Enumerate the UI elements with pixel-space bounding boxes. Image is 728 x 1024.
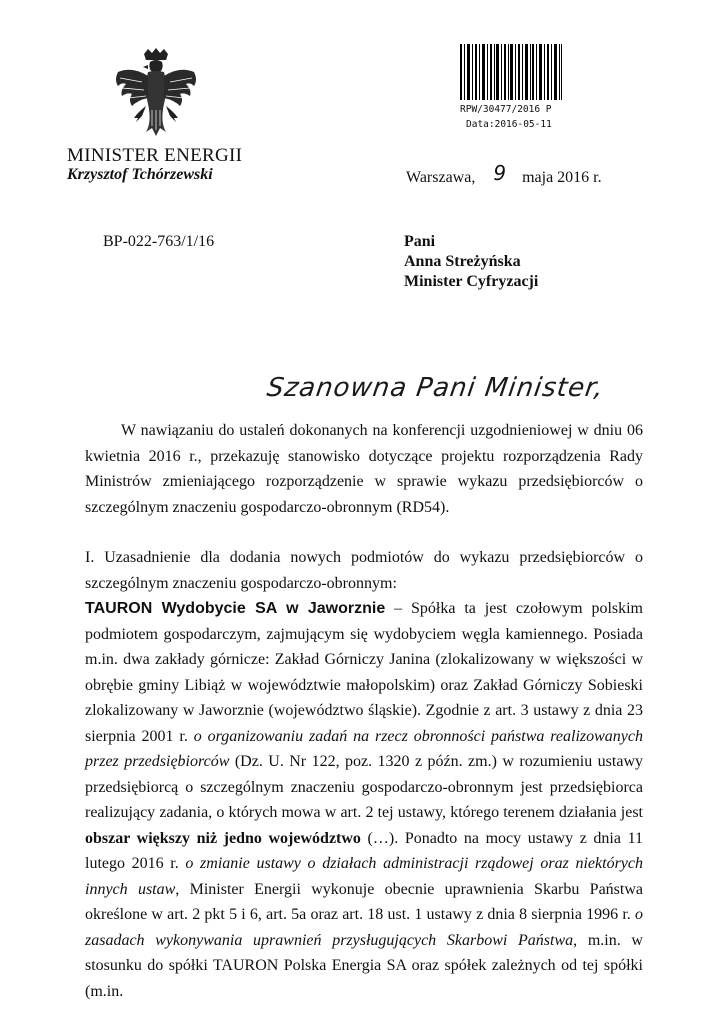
recipient-title: Minister Cyfryzacji [404, 273, 539, 290]
paragraph-part-1: – Spółka ta jest czołowym polskim podmiotem gospodarczym, zajmującym się wydobyciem węgla kamiennego. Posiada m.in. dwa zakłady górnicze: Zakład Górniczy Janina (zlokalizowany w większości w obrębie gminy Libiąż w województwie małopolskim) oraz Zakład Górniczy Sobieski zlokalizowany w Jaworznie (województwo śląskie). Zgodnie z art. 3 ustawy z dnia 23 sierpnia 2001 r. [85, 600, 644, 745]
law-title-1: o organizowaniu zadań na rzecz obronności państwa realizowanych przez przedsiębiorców [85, 727, 643, 770]
barcode-number: RPW/30477/2016 P [460, 104, 552, 115]
place-label: Warszawa, [406, 169, 476, 186]
eagle-emblem-icon [112, 48, 196, 140]
paragraph-part-2: (Dz. U. Nr 122, poz. 1320 z późn. zm.) w rozumieniu ustawy przedsiębiorcą o szczególnym znaczeniu gospodarczo-obronnym jest przedsiębiorca realizujący zadania, o których mowa w art. 2 tej ustawy, którego terenem działania jest [85, 753, 643, 821]
law-title-2: o zmianie ustawy o działach administracji rządowej oraz niektórych innych ustaw [85, 855, 644, 898]
handwritten-greeting [265, 373, 606, 417]
reference-number: BP-022-763/1/16 [103, 233, 215, 250]
barcode-icon [460, 44, 562, 100]
org-name: Krzysztof Tchórzewski [67, 166, 213, 183]
handwritten-day: 9 [493, 161, 507, 185]
recipient-salutation: Pani [404, 233, 436, 250]
company-paragraph [85, 596, 643, 1004]
intro-paragraph: W nawiązaniu do ustaleń dokonanych na konferencji uzgodnieniowej w dniu 06 kwietnia 2016 r., przekazuję stanowisko dotyczące projektu rozporządzenia Rady Ministrów zmieniającego rozporządzenie w sprawie wykazu przedsiębiorców o szczególnym znaczeniu gospodarczo-obronnym (RD54). [85, 422, 643, 516]
recipient-name: Anna Streżyńska [404, 253, 521, 270]
law-title-3: o zasadach wykonywania uprawnień przysługujących Skarbowi Państwa [85, 906, 643, 949]
barcode-date: Data:2016-05-11 [466, 119, 552, 130]
date-rest: maja 2016 r. [522, 169, 602, 186]
emphasis-text: obszar większy niż jedno województwo [85, 829, 361, 847]
paragraph-part-5: , m.in. w stosunku do spółki TAURON Polska Energia SA oraz spółek zależnych od tej spółki (m.in. [85, 931, 643, 1000]
org-title: MINISTER ENERGII [67, 145, 243, 166]
place-date [406, 163, 602, 187]
section-heading: I. Uzasadnienie dla dodania nowych podmiotów do wykazu przedsiębiorców o szczególnym znaczeniu gospodarczo-obronnym: [85, 549, 643, 592]
paragraph-part-3: (…). Ponadto na mocy ustawy z dnia 11 lutego 2016 r. [85, 829, 643, 872]
paragraph-part-4: , Minister Energii wykonuje obecnie uprawnienia Skarbu Państwa określone w art. 2 pkt 5 i 6, art. 5a oraz art. 18 ust. 1 ustawy z dnia 8 sierpnia 1996 r. [85, 880, 643, 923]
company-name: TAURON Wydobycie SA w Jaworznie [85, 600, 386, 617]
recipient-block [404, 232, 538, 292]
letter-body [85, 418, 643, 1004]
barcode-block [460, 44, 562, 130]
greeting-text: Szanowna Pani Minister, [265, 373, 606, 403]
